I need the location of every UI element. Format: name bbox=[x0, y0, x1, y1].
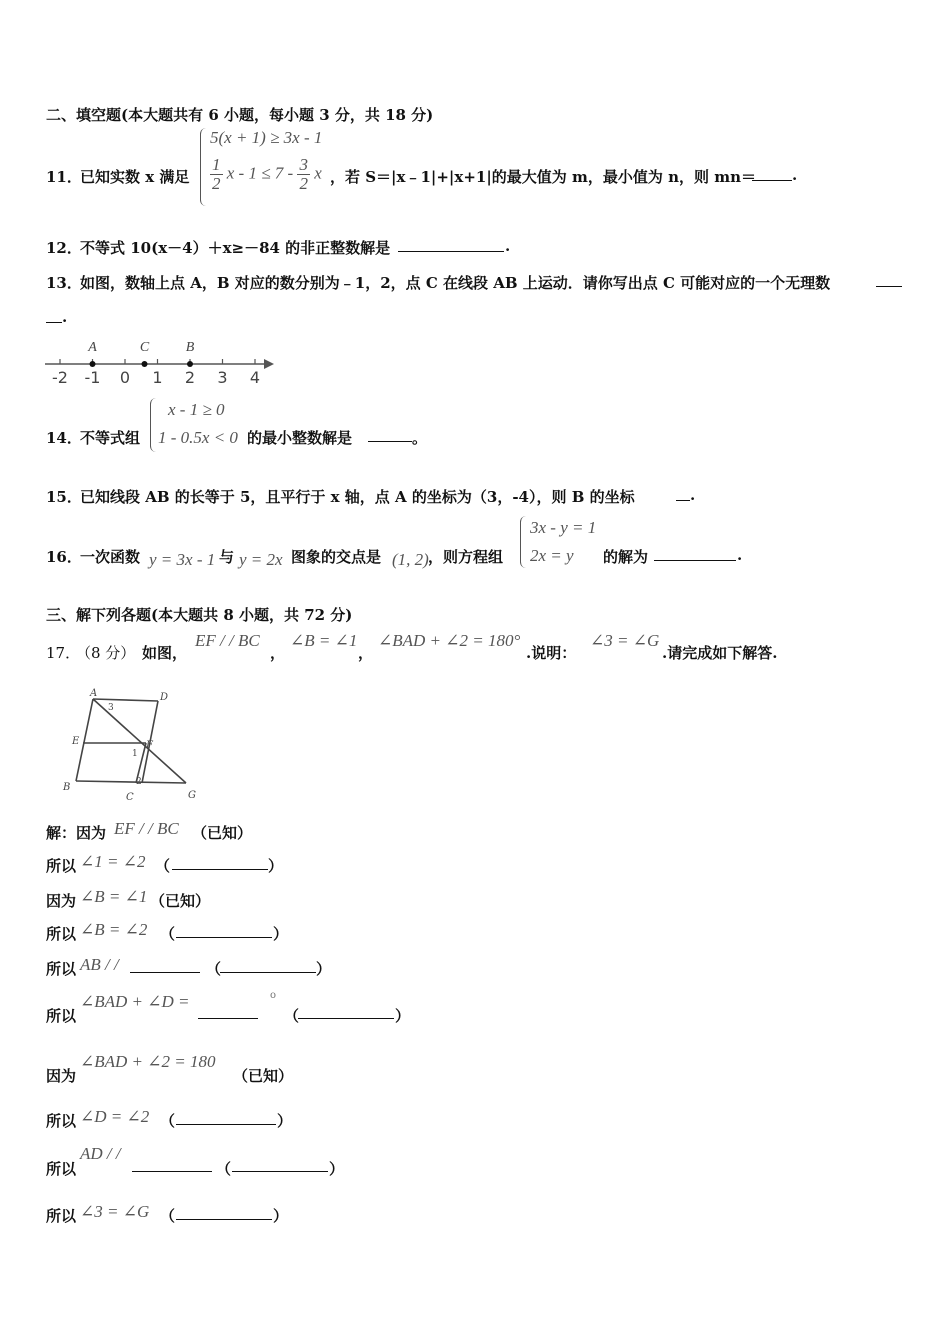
sol-l2-c: ） bbox=[268, 857, 284, 875]
sol-l10-b: （ bbox=[160, 1207, 176, 1225]
sol-l8-math: ∠D = ∠2 bbox=[80, 1107, 150, 1126]
q17-prefix: 如图， bbox=[142, 644, 188, 662]
sol-l1-b: （已知） bbox=[192, 824, 253, 842]
label-C: C bbox=[126, 792, 134, 803]
sol-l5-a: 所以 bbox=[46, 960, 77, 978]
sol-l5-parallel-blank[interactable] bbox=[130, 958, 200, 973]
angle-1-label: 1 bbox=[132, 749, 138, 759]
sol-l2-a: 所以 bbox=[46, 857, 77, 875]
q16-text-1: 图象的交点是 bbox=[291, 548, 382, 566]
q12-period: . bbox=[505, 237, 511, 255]
label-F: F bbox=[146, 740, 153, 751]
q13-answer-blank-a[interactable] bbox=[876, 272, 902, 287]
q14-number: 14． bbox=[46, 429, 82, 447]
section-3-title: 三、解下列各题(本大题共 8 小题，共 72 分) bbox=[46, 606, 353, 624]
q12-number: 12． bbox=[46, 239, 82, 257]
point-label-c: C bbox=[139, 340, 150, 355]
q11-system-row-2: $\frac{1}{2}$ x - 1 ≤ 7 - $\frac{3}{2}$ x bbox=[212, 155, 322, 193]
sol-l2-b: （ bbox=[155, 857, 171, 875]
q17-score: （8 分） bbox=[76, 644, 136, 662]
sol-l10-blank[interactable] bbox=[176, 1205, 272, 1220]
sol-l9-math: AD / / bbox=[80, 1144, 121, 1163]
q17-explain: .说明： bbox=[526, 644, 577, 662]
point-label-a: A bbox=[88, 340, 97, 355]
sol-l1-math: EF / / BC bbox=[114, 819, 179, 838]
tick-label: 4 bbox=[249, 368, 261, 387]
q11-system-row-1: 5(x + 1) ≥ 3x - 1 bbox=[210, 128, 323, 147]
point-label-b: B bbox=[185, 340, 195, 355]
q11-answer-blank[interactable] bbox=[752, 166, 792, 181]
point-c bbox=[142, 361, 148, 367]
q12-text: 不等式 10(x－4）＋x≥－84 的非正整数解是 bbox=[80, 239, 391, 257]
sol-l6-c: ） bbox=[395, 1007, 411, 1025]
sol-l7-a: 因为 bbox=[46, 1067, 77, 1085]
q16-text-2: ，则方程组 bbox=[428, 548, 504, 566]
sol-l3-a: 因为 bbox=[46, 892, 77, 910]
q15-period: . bbox=[690, 486, 696, 504]
label-E: E bbox=[72, 736, 80, 747]
q16-answer-blank[interactable] bbox=[654, 546, 736, 561]
sol-l4-a: 所以 bbox=[46, 925, 77, 943]
q11-text: ，若 S＝|x﹣1|+|x+1|的最大值为 m，最小值为 n，则 mn＝ bbox=[330, 168, 757, 186]
q13-text: 如图，数轴上点 A，B 对应的数分别为﹣1，2，点 C 在线段 AB 上运动．请你写出点 C 可能对应的一个无理数 bbox=[80, 274, 831, 292]
tick-label: 3 bbox=[217, 368, 228, 387]
label-G: G bbox=[188, 790, 196, 801]
q12-answer-blank[interactable] bbox=[398, 237, 504, 252]
sol-l8-c: ） bbox=[277, 1112, 293, 1130]
q11-inequality-system bbox=[200, 128, 335, 206]
tick-label: 0 bbox=[119, 368, 131, 387]
q16-period: . bbox=[737, 546, 743, 564]
sol-l3-math: ∠B = ∠1 bbox=[80, 887, 148, 906]
q17-condition-3: ∠BAD + ∠2 = 180° bbox=[378, 631, 521, 650]
sol-l6-a: 所以 bbox=[46, 1007, 77, 1025]
sol-l9-b: （ bbox=[216, 1160, 232, 1178]
number-line-arrow-icon bbox=[264, 359, 274, 369]
q14-system-row-2: 1 - 0.5x < 0 bbox=[158, 428, 238, 447]
tick-label: 2 bbox=[184, 368, 196, 387]
sol-l4-blank[interactable] bbox=[176, 923, 272, 938]
sol-l4-math: ∠B = ∠2 bbox=[80, 920, 148, 939]
point-a bbox=[90, 361, 96, 367]
sol-l6-degree: o bbox=[270, 990, 277, 1001]
q16-prefix: 一次函数 bbox=[80, 548, 141, 566]
section-2-title: 二、填空题(本大题共有 6 小题，每小题 3 分，共 18 分) bbox=[46, 106, 434, 124]
q14-end: 。 bbox=[412, 429, 428, 447]
q17-condition-2: ∠B = ∠1 bbox=[290, 631, 358, 650]
sol-l8-a: 所以 bbox=[46, 1112, 77, 1130]
q16-text-3: 的解为 bbox=[603, 548, 649, 566]
q16-function-1: y = 3x - 1 bbox=[149, 550, 216, 569]
q15-answer-blank[interactable] bbox=[676, 486, 690, 501]
q16-system-row-1: 3x - y = 1 bbox=[530, 518, 597, 537]
sol-l6-b: （ bbox=[284, 1007, 300, 1025]
sol-l5-math: AB / / bbox=[80, 955, 119, 974]
tick-label: -2 bbox=[52, 368, 68, 387]
q14-system-row-1: x - 1 ≥ 0 bbox=[168, 400, 225, 419]
angle-2-label: 2 bbox=[136, 777, 142, 787]
sol-l9-a: 所以 bbox=[46, 1160, 77, 1178]
sol-l2-math: ∠1 = ∠2 bbox=[80, 852, 146, 871]
tick-label: 1 bbox=[152, 368, 163, 387]
q15-number: 15． bbox=[46, 488, 82, 506]
q11-period: . bbox=[792, 166, 798, 184]
q17-sep-2: ， bbox=[358, 644, 374, 662]
sol-l7-math: ∠BAD + ∠2 = 180 bbox=[80, 1052, 216, 1071]
tick-label: -1 bbox=[84, 368, 101, 387]
sol-l10-c: ） bbox=[273, 1207, 289, 1225]
q15-text: 已知线段 AB 的长等于 5，且平行于 x 轴，点 A 的坐标为（3，-4），则 B 的坐标 bbox=[80, 488, 635, 506]
q14-answer-blank[interactable] bbox=[368, 427, 412, 442]
q13-period: . bbox=[62, 308, 68, 326]
sol-l6-angle-blank[interactable] bbox=[198, 1004, 258, 1019]
sol-l1-a: 解：因为 bbox=[46, 824, 107, 842]
q17-goal: ∠3 = ∠G bbox=[590, 631, 660, 650]
label-B: B bbox=[63, 782, 71, 793]
geometry-figure bbox=[56, 686, 206, 804]
sol-l10-math: ∠3 = ∠G bbox=[80, 1202, 150, 1221]
sol-l3-b: （已知） bbox=[150, 892, 211, 910]
q11-prefix: 已知实数 x 满足 bbox=[80, 168, 190, 186]
sol-l5-reason-blank[interactable] bbox=[220, 958, 316, 973]
sol-l9-c: ） bbox=[329, 1160, 345, 1178]
sol-l6-math: ∠BAD + ∠D = bbox=[80, 992, 190, 1011]
q14-prefix: 不等式组 bbox=[80, 429, 141, 447]
sol-l8-b: （ bbox=[160, 1112, 176, 1130]
angle-3-label: 3 bbox=[108, 703, 114, 713]
q16-number: 16． bbox=[46, 548, 82, 566]
q17-sep-1: ， bbox=[270, 644, 286, 662]
q16-system-row-2: 2x = y bbox=[530, 546, 574, 565]
sol-l8-blank[interactable] bbox=[176, 1110, 276, 1125]
sol-l10-a: 所以 bbox=[46, 1207, 77, 1225]
sol-l9-parallel-blank[interactable] bbox=[132, 1157, 212, 1172]
q14-text: 的最小整数解是 bbox=[247, 429, 353, 447]
q16-intersection-point: (1, 2) bbox=[392, 550, 429, 569]
sol-l6-reason-blank[interactable] bbox=[298, 1004, 394, 1019]
sol-l9-reason-blank[interactable] bbox=[232, 1157, 328, 1172]
q17-number: 17． bbox=[46, 644, 81, 662]
q13-answer-blank-b[interactable] bbox=[46, 308, 62, 323]
sol-l4-c: ） bbox=[273, 925, 289, 943]
q11-number: 11． bbox=[46, 168, 82, 186]
q16-and: 与 bbox=[219, 548, 235, 566]
number-line-figure bbox=[40, 332, 280, 392]
q13-number: 13． bbox=[46, 274, 82, 292]
sol-l2-blank[interactable] bbox=[172, 855, 268, 870]
q17-instruction: .请完成如下解答. bbox=[662, 644, 778, 662]
sol-l7-b: （已知） bbox=[233, 1067, 294, 1085]
label-A: A bbox=[90, 688, 98, 699]
label-D: D bbox=[160, 692, 169, 703]
sol-l5-b: （ bbox=[206, 960, 222, 978]
q14-inequality-system bbox=[150, 398, 246, 452]
q17-condition-1: EF / / BC bbox=[195, 631, 260, 650]
sol-l4-b: （ bbox=[160, 925, 176, 943]
sol-l5-c: ） bbox=[316, 960, 332, 978]
q16-function-2: y = 2x bbox=[239, 550, 283, 569]
q16-equation-system bbox=[520, 516, 602, 568]
point-b bbox=[187, 361, 193, 367]
